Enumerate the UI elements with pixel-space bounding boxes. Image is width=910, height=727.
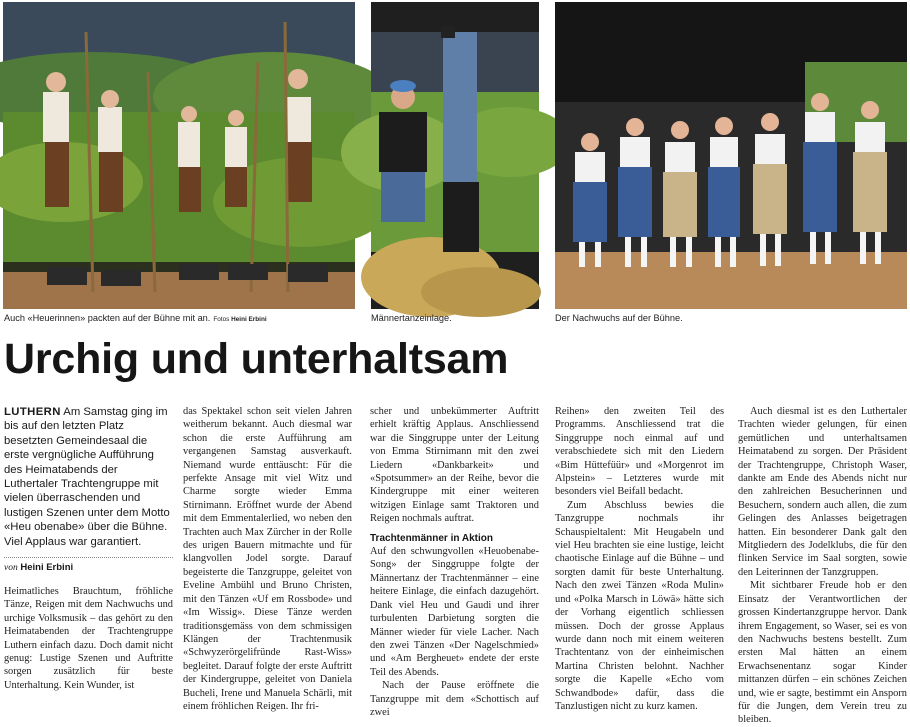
photo-credit: Fotos Heini Erbini	[213, 316, 267, 323]
paragraph: Reihen» den zweiten Teil des Programms. Anschliessend trat die Singgruppe noch einmal auf und verabschiedete sich mit den Liedern «Bim Hüttefüür» und «Morgenrot im Alpstein» – Letzteres wurde mit besonders viel Beifall bedacht.	[555, 406, 724, 498]
article-body-col3	[370, 405, 539, 719]
article-lead	[4, 405, 173, 549]
article-body-col5	[738, 405, 907, 727]
paragraph: scher und unbekümmerter Auftritt erhielt kräftig Applaus. Anschliessend war die Singgruppe unter der Leitung von Emma Stirnimann mit den zwei Liedern «Dankbarkeit» und «Spotsummer» an der Reihe, bevor die Kindergruppe mit einer weiteren witzigen Einlage samt Traktoren und Reigen nochmals auftrat.	[370, 406, 539, 525]
paragraph: das Spektakel schon seit vielen Jahren weitherum bekannt. Auch diesmal war schon die erste Aufführung am vergangenen Samstag ausverkauft. Niemand wurde enttäuscht: Für die perfekte Ansage mit viel Witz und Charme sorgte wieder Emma Stirnimann. Eröffnet wurde der Abend mit dem Emmentalerlied, wo neben den Trachten auch Max Zürcher in der Rolle des urigen Bauern mitmachte und für klangvollen Jodel sorgte. Darauf begeisterte die Tanzgruppe, geleitet von Eveline Ambühl und Bruno Christen, mit den Tänzen «Uf em Rossbode» und «Im Wissig». Diese Tänze werden traditionsgemäss von dem schmissigen Klängen der Trachtenmusik «Schwyzerörgelifründe Rast-Wiss» begleitet. Darauf folgte der erste Auftritt der Kindergruppe, geleitet von Daniela Bucheli, Irene und Manuela Schärli, mit einem fröhlichen Reigen. Ihr fri-	[183, 406, 352, 712]
subheading: Trachtenmänner in Aktion	[370, 532, 493, 544]
article-body-col2	[183, 405, 352, 713]
paragraph: Nach der Pause eröffnete die Tanzgruppe mit dem «Schottisch auf zwei	[370, 680, 539, 718]
photo-caption-maennertanz: Männertanzeinlage.	[371, 313, 452, 323]
byline: von Heini Erbini	[4, 562, 74, 573]
photo-caption-heuerinnen	[4, 313, 267, 323]
paragraph: Auf den schwungvollen «Heuobenabe-Song» der Singgruppe folgte der Männertanz der Trachtenmänner – eine heitere Einlage, die einfach dazugehört. Dank viel Heu und Gaudi und ihrer turbulenten Darbietung sorgten die Männer wieder für viele Lacher. Nach den zwei Tänzen «Der Nagelschmied» und «Am Bergheuet» endete der erste Teil des Abends.	[370, 546, 539, 678]
article-headline: Urchig und unterhaltsam	[4, 335, 509, 383]
byline-divider	[4, 557, 173, 558]
paragraph: Zum Abschluss bewies die Tanzgruppe nochmals ihr Schauspieltalent: Mit Heugabeln und viel Heu brachten sie eine lustige, leicht chaotische Einlage auf die Bühne – und sorgten damit für beste Unterhaltung. Nach den zwei Tänzen «Roda Mulin» und «Polka Marsch in Löwä» hätte sich der Vorhang eigentlich schliessen müssen. Doch der grosse Applaus wurde dann noch mit einem weiteren Trachtentanz von der einheimischen Martina Christen belohnt. Nachher sorgte die Kapelle «Echo vom Schwandbode» dafür, dass die Tanzlustigen nicht zu kurz kamen.	[555, 499, 724, 712]
article-body-col1	[4, 585, 173, 692]
photo-maennertanz	[371, 2, 539, 309]
lead-text: Am Samstag ging im bis auf den letzten Platz besetzten Gemeindesaal die erste vergnügliche Aufführung des Heimatabends der Luthertaler Trachtengruppe mit vielen überraschenden und lustigen Szenen unter dem Motto «Heu obenabe» über die Bühne. Viel Applaus war garantiert.	[4, 406, 170, 548]
photo-nachwuchs	[555, 2, 907, 309]
dateline: LUTHERN	[4, 406, 61, 418]
paragraph: Heimatliches Brauchtum, fröhliche Tänze, Reigen mit dem Nachwuchs und urchige Volksmusik – das gehört zu den Heimatabenden der Trachtengruppe Luthern einfach dazu. Doch damit nicht genug: Lustige Szenen und Auftritte sorgen zusätzlich für beste Unterhaltung. Kein Wunder, ist	[4, 586, 173, 691]
paragraph: Auch diesmal ist es den Luthertaler Trachten wieder gelungen, für einen gemütlichen und unterhaltsamen Heimatabend zu sorgen. Der Präsident der Trachtengruppe, Christoph Waser, dankte am Ende des Abends nicht nur den zahlreichen Besucherinnen und Besuchern, sondern auch allen, die zum Gelingen des Anlasses beigetragen hatten. Ein besonderer Dank galt den Mitgliedern des Jodelklubs, die für den flinken Service im Saal sorgten, sowie den Leiterinnen der Tanzgruppen.	[738, 406, 907, 578]
photo-heuerinnen	[3, 2, 355, 309]
article-body-col4	[555, 405, 724, 713]
paragraph: Mit sichtbarer Freude hob er den Einsatz der Verantwortlichen der grossen Kindertanzgruppe hervor. Dank ihrem Engagement, so Waser, sei es von den Nachwuchs bestens bestellt. Zum ersten Mal hätten an einem Erwachsenentanz sogar Kinder mittanzen dürfen – ein schönes Zeichen und, wie er sagte, bestimmt ein Ansporn für die Jungen, dem Verein treu zu bleiben.	[738, 580, 907, 726]
caption-text: Auch «Heuerinnen» packten auf der Bühne mit an.	[4, 313, 211, 323]
photo-caption-nachwuchs: Der Nachwuchs auf der Bühne.	[555, 313, 683, 323]
